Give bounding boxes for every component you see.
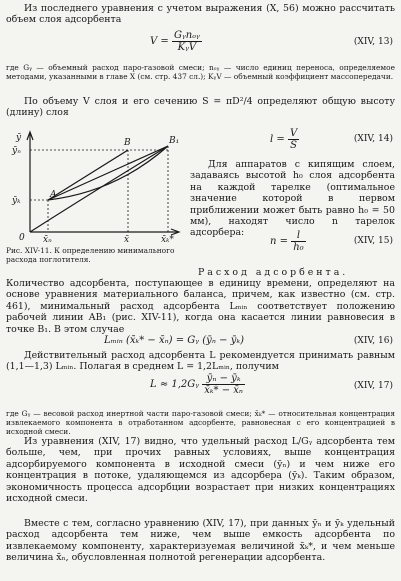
eq15-number: (XIV, 15) [353,236,393,246]
eq14-denominator: S [290,140,297,151]
eq15-denominator: h₀ [293,242,304,253]
equation-xiv-15 [270,230,306,253]
eq17-lhs: L ≈ 1,2Gᵧ [150,379,200,390]
label-point-b: B [124,138,131,148]
equation-xiv-16: Lₘᵢₙ (x̄ₖ* − x̄ₙ) = Gᵧ (ӯₙ − ӯₖ) [104,335,245,346]
paragraph-economy: Из уравнения (XIV, 17) видно, что удельный расход L/Gᵧ адсорбента тем больше, чем, при прочих равных условиях, выше концентрация адсорбируемого компонента в исходной смеси (ӯₙ) и чем ниже его концентрация в потоке, удаляющемся из адсорбера (ӯₖ). Таким образом, экономичность процесса адсорбции возрастает при низких концентрациях исходной смеси. [6,436,395,505]
label-x2: x̄ [124,235,130,244]
eq17-numerator: ӯₙ − ӯₖ [202,373,245,385]
consumption-paragraph: Количество адсорбента, поступающее в единицу времени, определяют на основе уравнения материального баланса, причем, как известно (см. стр. 461), минимальный расход адсорбента Lₘᵢₙ соответствует положению рабочей линии AB₁ (рис. XIV-11), когда она касается линии равновесия в точке B₁. В этом случае [6,278,395,335]
section-heading: Расход адсорбента. [198,267,349,278]
eq13-lhs: V = [150,36,169,47]
figure-caption: Рис. XIV-11. К определению минимального расхода поглотителя. [6,246,175,264]
eq15-numerator: l [291,230,305,242]
actual-consumption-paragraph: Действительный расход адсорбента L рекомендуется принимать равным (1,1—1,3) Lₘᵢₙ. Полагая в среднем L = 1,2Lₘᵢₙ, получим [6,350,395,373]
working-line-ab [48,150,128,200]
height-paragraph: По объему V слоя и его сечению S = πD²/4 определяют общую высоту (длину) слоя [6,96,395,119]
label-y-bottom: ӯₖ [12,196,21,206]
eq14-numerator: V [289,128,298,139]
working-line-ab1 [48,146,168,200]
eq16-number: (XIV, 16) [353,336,393,346]
label-point-b1: B₁ [169,136,180,146]
eq15-lhs: n = [270,236,288,247]
figure-xiv-11 [6,128,182,244]
equation-xiv-17 [150,373,245,396]
equation-xiv-13 [150,30,202,53]
eq17-denominator: x̄ₖ* − x̄ₙ [204,385,243,396]
label-point-a: A [50,190,57,200]
equilibrium-curve [30,146,168,232]
label-origin: 0 [19,233,25,243]
label-x3: x̄ₖ* [161,235,174,244]
paragraph-capacity: Вместе с тем, согласно уравнению (XIV, 17), при данных ӯₙ и ӯₖ удельный расход адсорбента тем ниже, чем выше емкость адсорбента по извлекаемому компоненту, характеризуемая величиной x̄ₖ*, и чем меньше величина x̄ₙ, обусловленная полнотой регенерации адсорбента. [6,518,395,564]
label-x1: x̄ₙ [43,235,52,244]
eq13-numerator: Gᵧnₒᵧ [173,30,200,41]
plates-paragraph: Для аппаратов с кипящим слоем, задаваясь высотой h₀ слоя адсорбента на каждой тарелке (оптимальное значение которой в первом приближении может быть равно h₀ = 50 мм), находят число n тарелок адсорбера: [190,159,395,239]
label-y-top: ӯₙ [12,146,21,156]
eq17-number: (XIV, 17) [353,381,393,391]
eq17-note: где Gᵧ — весовой расход инертной части паро-газовой смеси; x̄ₖ* — относительная концентрация извлекаемого компонента в отработанном адсорбенте, равновесная с его концентрацией в исходной смеси. [6,409,395,436]
eq13-number: (XIV, 13) [353,37,393,47]
eq14-number: (XIV, 14) [353,134,393,144]
eq14-lhs: l = [270,134,285,145]
eq13-note: где Gᵧ — объемный расход паро-газовой смеси; nₒᵧ — число единиц переноса, определяемое методами, указанными в главе X (см. стр. 437 сл.); KᵧV — объемный коэффициент массопередачи. [6,63,395,81]
equation-xiv-14 [270,128,299,151]
consumption-heading [190,267,395,278]
label-y-axis: ӯ [16,133,22,143]
intro-paragraph: Из последнего уравнения с учетом выражения (X, 56) можно рассчитать объем слоя адсорбента [6,3,395,26]
eq13-denominator: KᵧV [177,42,197,53]
